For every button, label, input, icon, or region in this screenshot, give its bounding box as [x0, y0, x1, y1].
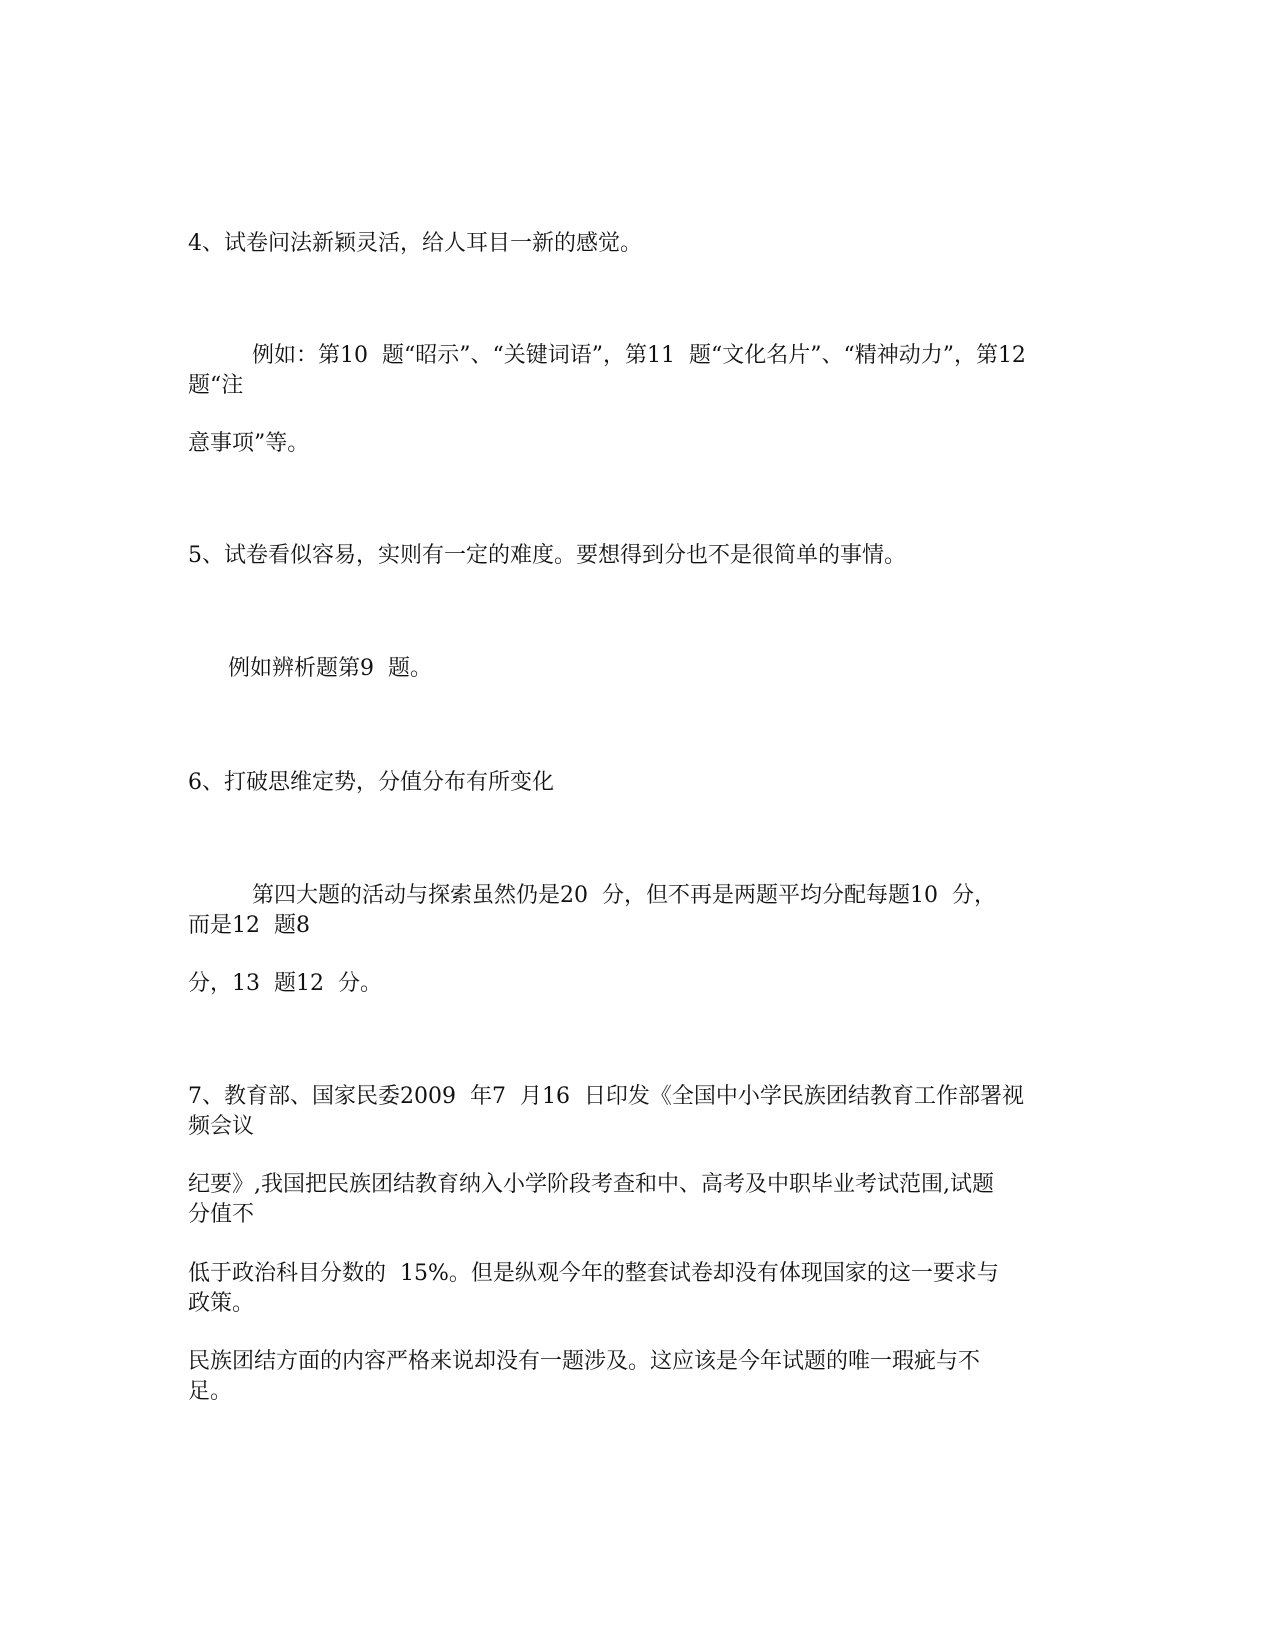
item7-line1: 7、教育部、国家民委2009 年7 月16 日印发《全国中小学民族团结教育工作部署视	[188, 1084, 1024, 1109]
item4-heading: 4、试卷问法新颖灵活，给人耳目一新的感觉。	[188, 231, 642, 256]
item4-example-line3: 意事项”等。	[188, 431, 310, 456]
item7-line6: 政策。	[188, 1291, 255, 1316]
item5-example-line1: 例如辨析题第9 题。	[228, 656, 432, 681]
item6-body-line1: 第四大题的活动与探索虽然仍是20 分，但不再是两题平均分配每题10 分，	[252, 883, 996, 908]
item6-body-line2: 而是12 题8	[188, 913, 310, 938]
item6-body-line3: 分，13 题12 分。	[188, 971, 382, 996]
item7-line7: 民族团结方面的内容严格来说却没有一题涉及。这应该是今年试题的唯一瑕疵与不	[188, 1349, 981, 1374]
item5-heading: 5、试卷看似容易，实则有一定的难度。要想得到分也不是很简单的事情。	[188, 543, 906, 568]
item7-line4: 分值不	[188, 1202, 255, 1227]
item4-example-line1: 例如：第10 题“昭示”、“关键词语”，第11 题“文化名片”、“精神动力”，第12	[252, 343, 1026, 368]
item4-example-line2: 题“注	[188, 373, 244, 398]
item7-line5: 低于政治科目分数的 15%。但是纵观今年的整套试卷却没有体现国家的这一要求与	[188, 1261, 999, 1286]
item7-line2: 频会议	[188, 1114, 255, 1139]
item7-line3: 纪要》,我国把民族团结教育纳入小学阶段考查和中、高考及中职毕业考试范围,试题	[188, 1172, 994, 1197]
item6-heading: 6、打破思维定势，分值分布有所变化	[188, 770, 554, 795]
item7-line8: 足。	[188, 1379, 233, 1404]
